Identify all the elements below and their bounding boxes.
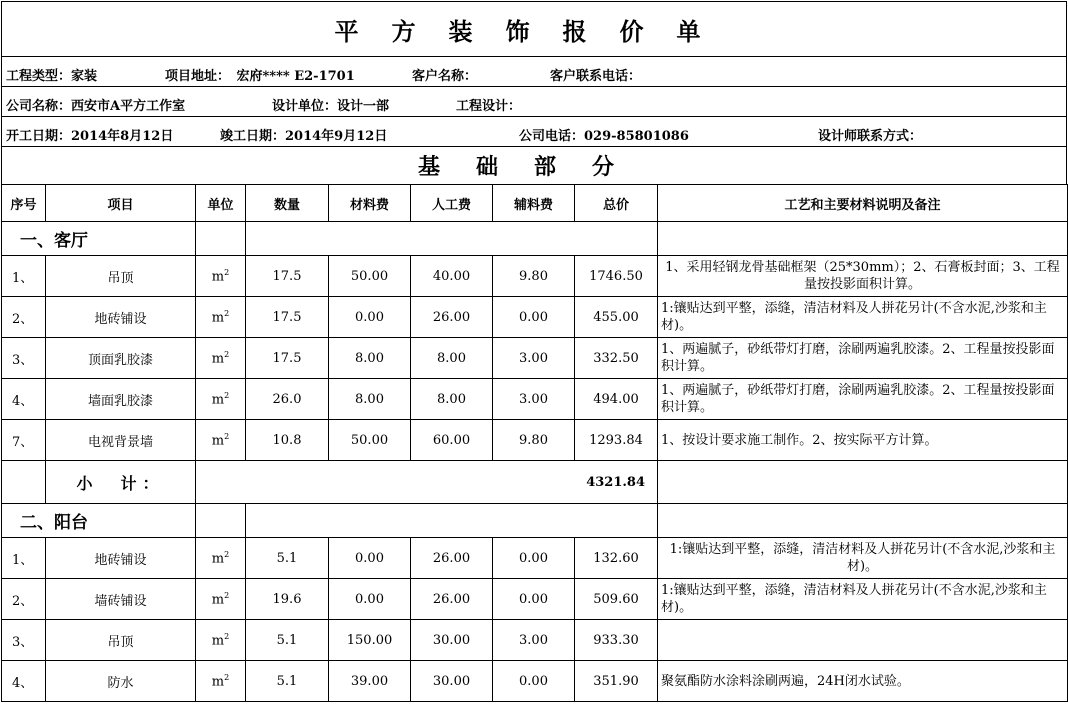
row-material: 39.00 xyxy=(329,661,411,702)
row-unit xyxy=(196,297,246,338)
unit-label: m xyxy=(211,592,225,608)
row-item: 墙面乳胶漆 xyxy=(46,379,196,420)
row-qty: 17.5 xyxy=(246,338,329,379)
info-row-dates xyxy=(1,116,1067,146)
unit-label: m xyxy=(211,633,225,649)
row-item: 吊顶 xyxy=(46,256,196,297)
subtotal-note-cell xyxy=(658,461,1068,504)
table-row xyxy=(2,338,1068,379)
row-total: 351.90 xyxy=(575,661,658,702)
unit-label: m xyxy=(211,433,225,449)
row-material: 150.00 xyxy=(329,620,411,661)
col-header-total: 总价 xyxy=(575,185,658,222)
unit-superscript: 2 xyxy=(224,549,230,559)
unit-label: m xyxy=(211,310,225,326)
row-labor: 40.00 xyxy=(411,256,493,297)
group-unit-cell xyxy=(196,222,246,256)
row-note: 1、采用轻钢龙骨基础框架（25*30mm）；2、石膏板封面；3、工程量按投影面积计算。 xyxy=(658,256,1068,297)
row-unit xyxy=(196,379,246,420)
row-aux: 0.00 xyxy=(493,661,575,702)
client-phone: 客户联系电话： xyxy=(550,69,642,84)
project-address: 项目地址： 宏府**** E2-1701 xyxy=(165,69,355,84)
row-total: 933.30 xyxy=(575,620,658,661)
row-item: 电视背景墙 xyxy=(46,420,196,461)
row-qty: 17.5 xyxy=(246,297,329,338)
row-aux: 3.00 xyxy=(493,338,575,379)
row-no: 4、 xyxy=(2,661,46,702)
row-note: 1:镶贴达到平整，添缝，清洁材料及人拼花另计(不含水泥,沙浆和主材)。 xyxy=(658,538,1068,579)
row-item: 墙砖铺设 xyxy=(46,579,196,620)
unit-label: m xyxy=(211,551,225,567)
unit-superscript: 2 xyxy=(224,590,230,600)
section-title: 基础部分 xyxy=(1,146,1067,184)
unit-superscript: 2 xyxy=(224,672,230,682)
row-unit xyxy=(196,420,246,461)
row-aux: 0.00 xyxy=(493,538,575,579)
row-item: 地砖铺设 xyxy=(46,538,196,579)
quote-table xyxy=(1,184,1068,702)
group-row xyxy=(2,222,1068,256)
table-row xyxy=(2,256,1068,297)
group-note-cell xyxy=(658,222,1068,256)
client-name: 客户名称： xyxy=(412,69,478,84)
row-item: 顶面乳胶漆 xyxy=(46,338,196,379)
row-labor: 8.00 xyxy=(411,338,493,379)
company-name: 公司名称：西安市A平方工作室 xyxy=(6,99,186,114)
unit-label: m xyxy=(211,392,225,408)
group-unit-cell xyxy=(196,504,246,538)
designer-contact: 设计师联系方式： xyxy=(818,129,923,144)
row-note: 1、按设计要求施工制作。2、按实际平方计算。 xyxy=(658,420,1068,461)
row-material: 0.00 xyxy=(329,579,411,620)
col-header-material: 材料费 xyxy=(329,185,411,222)
row-unit xyxy=(196,538,246,579)
row-total: 1746.50 xyxy=(575,256,658,297)
design-unit: 设计单位：设计一部 xyxy=(272,99,390,114)
row-no: 7、 xyxy=(2,420,46,461)
row-note: 1:镶贴达到平整，添缝，清洁材料及人拼花另计(不含水泥,沙浆和主材)。 xyxy=(658,297,1068,338)
group-name: 二、阳台 xyxy=(2,504,196,538)
row-unit xyxy=(196,661,246,702)
sheet-title: 平方装饰报价单 xyxy=(1,1,1067,56)
row-labor: 8.00 xyxy=(411,379,493,420)
row-qty: 17.5 xyxy=(246,256,329,297)
row-no: 3、 xyxy=(2,338,46,379)
row-no: 1、 xyxy=(2,256,46,297)
subtotal-row xyxy=(2,461,1068,504)
col-header-note: 工艺和主要材料说明及备注 xyxy=(658,185,1068,222)
table-row xyxy=(2,661,1068,702)
row-note: 1、两遍腻子，砂纸带灯打磨，涂刷两遍乳胶漆。2、工程量按投影面积计算。 xyxy=(658,379,1068,420)
group-name: 一、客厅 xyxy=(2,222,196,256)
row-material: 8.00 xyxy=(329,379,411,420)
unit-superscript: 2 xyxy=(224,390,230,400)
quote-sheet xyxy=(1,1,1067,702)
col-header-aux: 辅料费 xyxy=(493,185,575,222)
row-unit xyxy=(196,338,246,379)
row-aux: 0.00 xyxy=(493,297,575,338)
row-material: 50.00 xyxy=(329,420,411,461)
info-row-company xyxy=(1,86,1067,116)
group-note-cell xyxy=(658,504,1068,538)
subtotal-no-cell xyxy=(2,461,46,504)
row-material: 8.00 xyxy=(329,338,411,379)
row-aux: 0.00 xyxy=(493,579,575,620)
row-material: 50.00 xyxy=(329,256,411,297)
row-note: 1、两遍腻子，砂纸带灯打磨，涂刷两遍乳胶漆。2、工程量按投影面积计算。 xyxy=(658,338,1068,379)
unit-superscript: 2 xyxy=(224,431,230,441)
group-row xyxy=(2,504,1068,538)
project-type: 工程类型：家装 xyxy=(6,69,98,84)
row-aux: 3.00 xyxy=(493,379,575,420)
row-labor: 26.00 xyxy=(411,538,493,579)
row-aux: 3.00 xyxy=(493,620,575,661)
row-total: 332.50 xyxy=(575,338,658,379)
row-qty: 5.1 xyxy=(246,538,329,579)
row-labor: 26.00 xyxy=(411,579,493,620)
row-no: 2、 xyxy=(2,579,46,620)
end-date: 竣工日期：2014年9月12日 xyxy=(220,129,388,144)
row-labor: 26.00 xyxy=(411,297,493,338)
row-unit xyxy=(196,579,246,620)
unit-superscript: 2 xyxy=(224,308,230,318)
col-header-unit: 单位 xyxy=(196,185,246,222)
company-phone: 公司电话：029-85801086 xyxy=(519,129,689,144)
row-item: 地砖铺设 xyxy=(46,297,196,338)
row-total: 509.60 xyxy=(575,579,658,620)
row-qty: 10.8 xyxy=(246,420,329,461)
row-no: 2、 xyxy=(2,297,46,338)
row-unit xyxy=(196,256,246,297)
unit-superscript: 2 xyxy=(224,631,230,641)
row-material: 0.00 xyxy=(329,538,411,579)
subtotal-label: 小 计： xyxy=(46,461,196,504)
row-total: 494.00 xyxy=(575,379,658,420)
unit-superscript: 2 xyxy=(224,349,230,359)
row-total: 1293.84 xyxy=(575,420,658,461)
group-blank-cell xyxy=(246,504,658,538)
col-header-labor: 人工费 xyxy=(411,185,493,222)
engineering-design: 工程设计： xyxy=(456,99,522,114)
unit-superscript: 2 xyxy=(224,267,230,277)
unit-label: m xyxy=(211,351,225,367)
table-row xyxy=(2,297,1068,338)
row-note: 聚氨酯防水涂料涂刷两遍，24H闭水试验。 xyxy=(658,661,1068,702)
table-row xyxy=(2,379,1068,420)
col-header-no: 序号 xyxy=(2,185,46,222)
row-qty: 26.0 xyxy=(246,379,329,420)
unit-label: m xyxy=(211,269,225,285)
info-row-project xyxy=(1,56,1067,86)
row-qty: 5.1 xyxy=(246,620,329,661)
row-note xyxy=(658,620,1068,661)
table-row xyxy=(2,420,1068,461)
row-aux: 9.80 xyxy=(493,256,575,297)
subtotal-value: 4321.84 xyxy=(196,461,658,504)
col-header-qty: 数量 xyxy=(246,185,329,222)
row-no: 1、 xyxy=(2,538,46,579)
row-labor: 30.00 xyxy=(411,661,493,702)
row-item: 吊顶 xyxy=(46,620,196,661)
row-note: 1:镶贴达到平整，添缝，清洁材料及人拼花另计(不含水泥,沙浆和主材)。 xyxy=(658,579,1068,620)
row-total: 455.00 xyxy=(575,297,658,338)
row-aux: 9.80 xyxy=(493,420,575,461)
col-header-item: 项目 xyxy=(46,185,196,222)
row-no: 3、 xyxy=(2,620,46,661)
table-row xyxy=(2,620,1068,661)
row-labor: 60.00 xyxy=(411,420,493,461)
unit-label: m xyxy=(211,674,225,690)
row-no: 4、 xyxy=(2,379,46,420)
start-date: 开工日期：2014年8月12日 xyxy=(6,129,174,144)
row-qty: 5.1 xyxy=(246,661,329,702)
row-material: 0.00 xyxy=(329,297,411,338)
table-header xyxy=(2,185,1068,222)
group-blank-cell xyxy=(246,222,658,256)
row-labor: 30.00 xyxy=(411,620,493,661)
table-row xyxy=(2,538,1068,579)
row-total: 132.60 xyxy=(575,538,658,579)
table-row xyxy=(2,579,1068,620)
row-qty: 19.6 xyxy=(246,579,329,620)
row-unit xyxy=(196,620,246,661)
row-item: 防水 xyxy=(46,661,196,702)
